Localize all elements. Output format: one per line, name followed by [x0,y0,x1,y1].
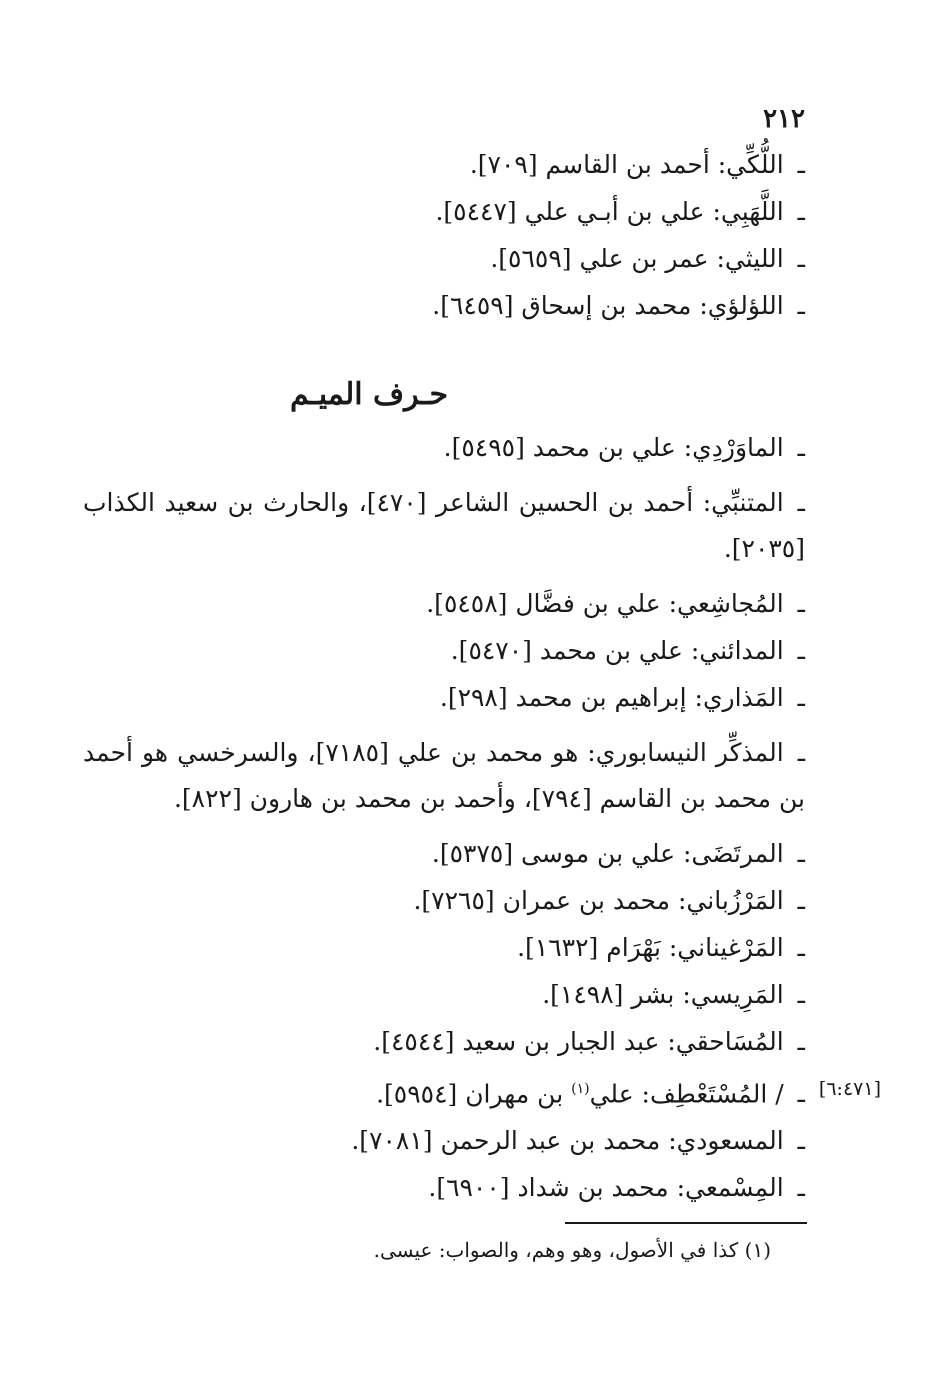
entry-text: المذكِّر النيسابوري: هو محمد بن علي [٧١٨٥]، والسرخسي هو أحمد بن محمد بن القاسم [٧٩٤]، وأحمد بن محمد بن هارون [٨٢٢]. [83,738,805,813]
entry-text: المَرْزُباني: محمد بن عمران [٧٢٦٥]. [413,886,784,915]
entry-luluI [83,291,805,321]
dash: ـ [797,197,805,226]
entry-text-continued: بن مهران [٥٩٥٤]. [376,1079,572,1109]
footnote-marker: (١) [571,1081,590,1097]
dash: ـ [797,738,806,767]
dash: ـ [797,839,805,868]
dash: ـ [797,1079,805,1109]
dash: ـ [797,291,805,320]
entry-text: المُجاشِعي: علي بن فضَّال [٥٤٥٨]. [426,589,784,618]
footnote: (١) كذا في الأصول، وهو وهم، والصواب: عيسى. [373,1238,771,1262]
dash: ـ [797,1126,805,1156]
dash: ـ [797,933,805,962]
entry-text: / المُسْتَعْطِف: علي [589,1079,784,1109]
entry-masudi [83,1126,805,1156]
entry-laythi [83,244,805,274]
footnote-divider [565,1222,807,1224]
entry-text: المدائني: علي بن محمد [٥٤٧٠]. [450,636,784,665]
dash: ـ [797,886,805,915]
dash: ـ [797,980,805,1009]
entry-text: المرتَضَى: علي بن موسى [٥٣٧٥]. [431,839,784,868]
entry-lukki [83,150,805,180]
entry-text: اللَّهَبِي: علي بن أبـي علي [٥٤٤٧]. [435,197,784,226]
entry-lahabi [83,197,805,227]
entry-mutanabbi [83,480,805,572]
entry-mustatif [83,1074,881,1109]
entry-mawardi [83,433,805,463]
page-number: ٢١٢ [763,104,805,134]
entry-text: الماوَرْدِي: علي بن محمد [٥٤٩٥]. [443,433,784,462]
entry-madaini [83,636,805,666]
entry-mudhakkir [83,730,805,822]
entry-marisi [83,980,805,1010]
margin-reference: [٦:٤٧١] [818,1078,881,1100]
dash: ـ [797,433,805,462]
dash: ـ [797,1027,805,1056]
entry-text: الليثي: عمر بن علي [٥٦٥٩]. [490,244,784,273]
index-entries [83,150,881,1220]
entry-text: المِسْمعي: محمد بن شداد [٦٩٠٠]. [428,1173,784,1203]
entry-text: المُسَاحقي: عبد الجبار بن سعيد [٤٥٤٤]. [373,1027,784,1056]
dash: ـ [797,589,805,618]
section-heading: حـرف الميـم [289,377,449,412]
entry-text: المَرِيسي: بشر [١٤٩٨]. [542,980,784,1009]
entry-mujashii [83,589,805,619]
dash: ـ [797,244,805,273]
entry-musahiqi [83,1027,805,1057]
dash: ـ [797,1173,805,1203]
entry-text: المتنبِّي: أحمد بن الحسين الشاعر [٤٧٠]، والحارث بن سعيد الكذاب [٢٠٣٥]. [83,488,805,563]
dash: ـ [797,636,805,665]
entry-murtada [83,839,805,869]
entry-text: اللُّكِّي: أحمد بن القاسم [٧٠٩]. [469,150,784,179]
entry-text: اللؤلؤي: محمد بن إسحاق [٦٤٥٩]. [432,291,784,320]
entry-text: المسعودي: محمد بن عبد الرحمن [٧٠٨١]. [351,1126,784,1156]
dash: ـ [797,683,805,712]
entry-text: المَرْغيناني: بَهْرَام [١٦٣٢]. [517,933,784,962]
dash: ـ [797,150,805,179]
dash: ـ [797,488,805,517]
entry-misma-i [83,1173,805,1203]
entry-madhari [83,683,805,713]
entry-marzubani [83,886,805,916]
entry-marghinani [83,933,805,963]
entry-text: المَذاري: إبراهيم بن محمد [٢٩٨]. [439,683,784,712]
